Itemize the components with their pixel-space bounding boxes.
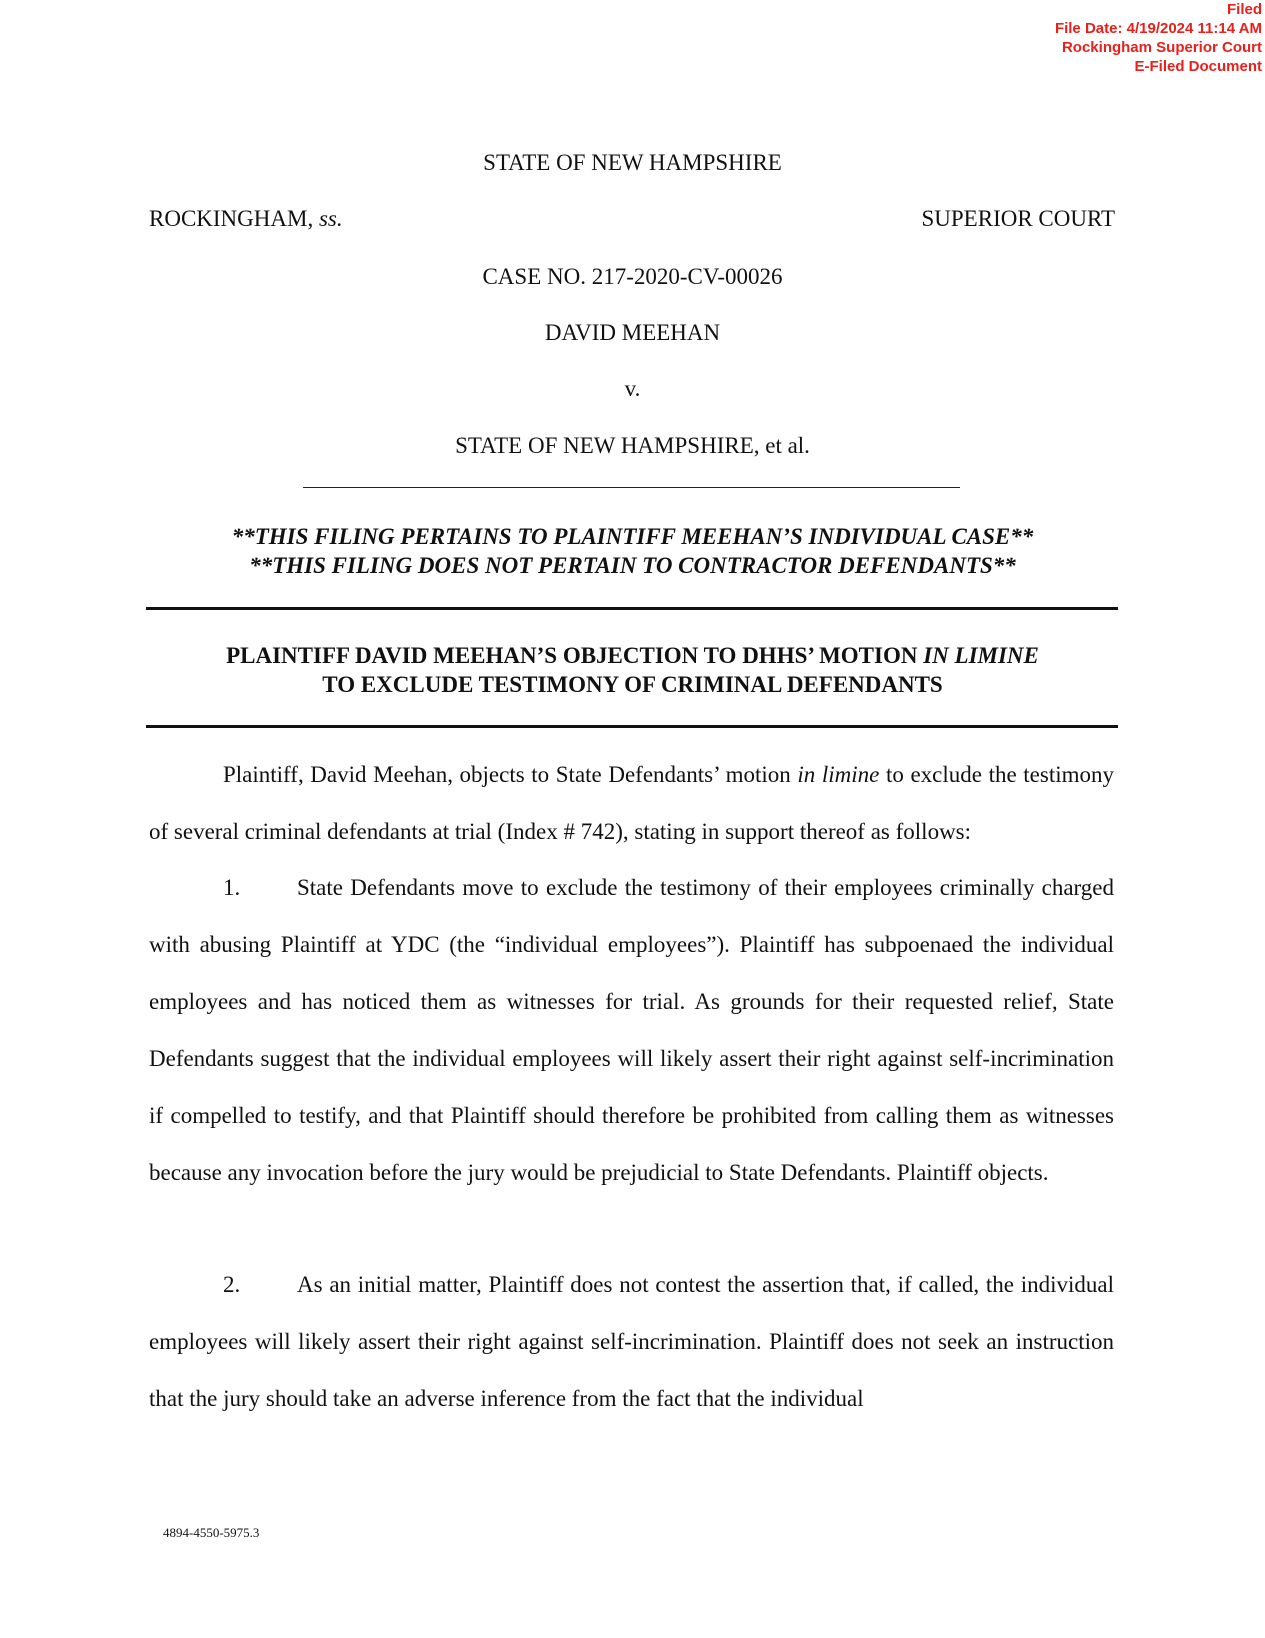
title-line-1-text: PLAINTIFF DAVID MEEHAN’S OBJECTION TO DHHS’ MOTION [226,643,924,668]
efiling-stamp [1055,0,1262,76]
paragraph-2-number: 2. [223,1272,241,1297]
paragraph-1-text: State Defendants move to exclude the testimony of their employees criminally charged with abusing Plaintiff at YDC (the “individual employees”). Plaintiff has subpoenaed the individual employees and has noticed them as witnesses for trial. As grounds for their requested relief, State Defendants suggest that the individual employees will likely assert their right against self-incrimination if compelled to testify, and that Plaintiff should therefore be prohibited from calling them as witnesses because any invocation before the jury would be prejudicial to State Defendants. Plaintiff objects. [149,875,1114,1185]
caption-defendant: STATE OF NEW HAMPSHIRE, et al. [455,433,810,458]
title-top-rule [146,607,1118,610]
caption-court: SUPERIOR COURT [921,206,1115,231]
title-bottom-rule [146,725,1118,728]
caption-county-ss: ss. [318,206,343,231]
caption-divider [303,487,960,488]
document-title [0,641,1265,699]
paragraph-2-text: As an initial matter, Plaintiff does not contest the assertion that, if called, the individual employees will likely assert their right against self-incrimination. Plaintiff does not seek an instruction that the jury should take an adverse inference from the fact that the individual [149,1272,1114,1411]
intro-text-b: to exclude the testimony of several criminal defendants at trial (Index # 742), stating in support thereof as follows: [149,762,1114,844]
stamp-court: Rockingham Superior Court [1061,39,1262,56]
title-line-1 [0,641,1265,670]
intro-paragraph [149,746,1114,860]
intro-text-a: Plaintiff, David Meehan, objects to State Defendants’ motion [223,762,798,787]
paragraph-1 [149,859,1114,1201]
caption-plaintiff: DAVID MEEHAN [544,320,721,345]
caption-case-number: CASE NO. 217-2020-CV-00026 [482,264,783,289]
intro-emphasis: in limine [797,762,880,787]
caption-state: STATE OF NEW HAMPSHIRE [483,150,782,175]
paragraph-1-number: 1. [223,875,241,900]
banner-line-2: **THIS FILING DOES NOT PERTAIN TO CONTRACTOR DEFENDANTS** [249,553,1016,578]
footer-doc-id: 4894-4550-5975.3 [163,1525,260,1540]
title-line-1-emphasis: IN LIMINE [923,643,1039,668]
stamp-filed: Filed [1226,1,1262,18]
banner-line-1: **THIS FILING PERTAINS TO PLAINTIFF MEEHAN’S INDIVIDUAL CASE** [231,524,1034,549]
paragraph-2 [149,1256,1114,1427]
stamp-efiled: E-Filed Document [1134,58,1262,75]
filing-banner [0,522,1265,580]
caption-county-name: ROCKINGHAM, [149,206,314,231]
title-line-2: TO EXCLUDE TESTIMONY OF CRIMINAL DEFENDANTS [322,672,943,697]
stamp-file-date: File Date: 4/19/2024 11:14 AM [1054,20,1262,37]
caption-county [149,206,343,232]
caption-versus: v. [624,376,641,401]
